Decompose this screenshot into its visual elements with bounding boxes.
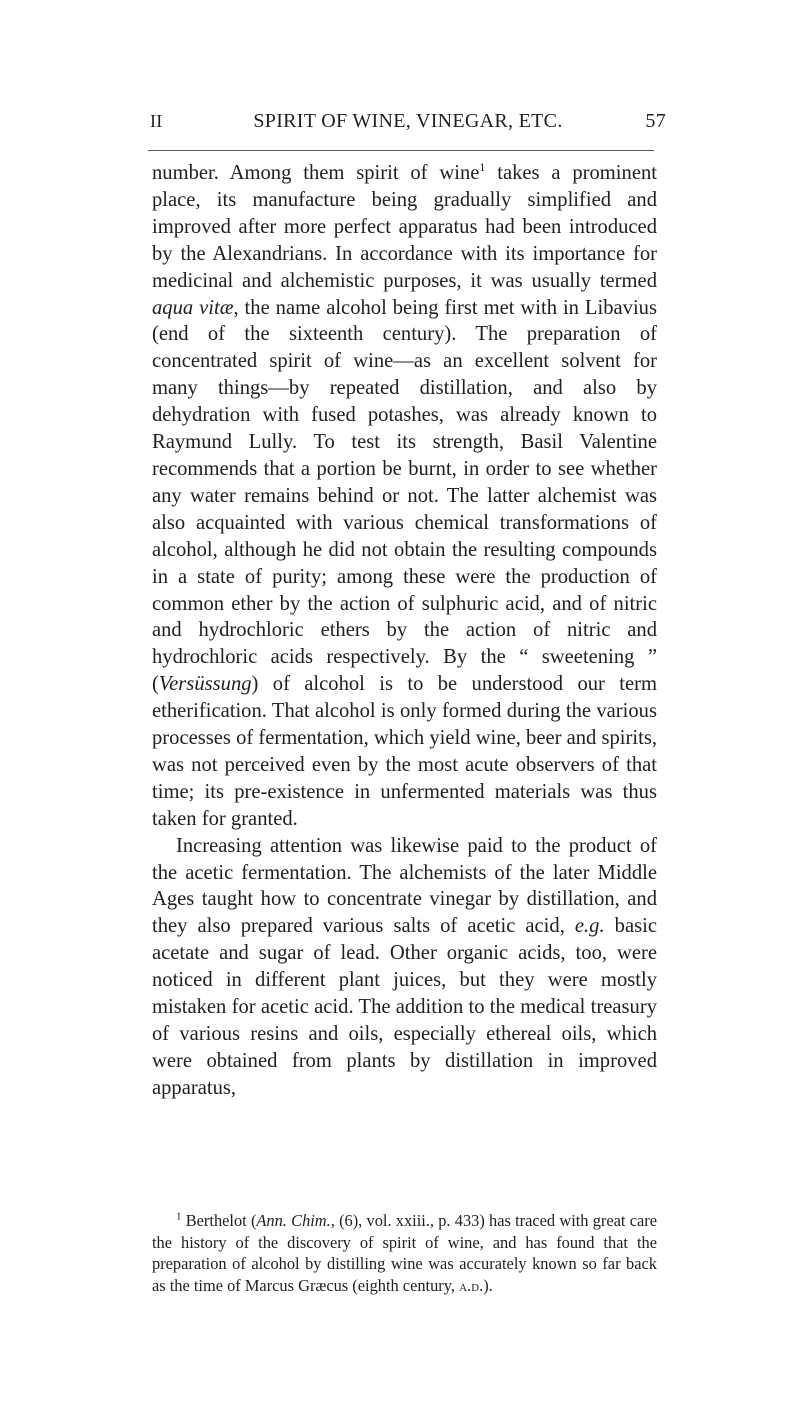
footnote: $^1$ Berthelot (Ann. Chim., (6), vol. xxiii., p. 433) has traced with great care the history of the discovery of spirit of wine, and has found that the preparation of alcohol by distilling wine was accurately known so far back as the time of Marcus Græcus (eighth century, a.d.). [152,1210,657,1295]
emphasis-eg: e.g. [574,915,605,938]
running-head [150,106,666,136]
era-abbreviation: a.d. [459,1275,484,1295]
header-rule [148,150,654,151]
page-number: 57 [645,110,666,132]
body-text [152,160,657,1102]
emphasis-aqua-vitae: aqua vitæ [152,296,234,319]
paragraph: Increasing attention was likewise paid to the product of the acetic fermentation. The alchemists of the later Middle Ages taught how to concentrate vinegar by distillation, and they also prepared various salts of acetic acid, e.g. basic acetate and sugar of lead. Other organic acids, too, were noticed in different plant juices, but they were mostly mistaken for acetic acid. The addition to the medical treasury of various resins and oils, especially ethereal oils, which were obtained from plants by distillation in improved apparatus, [152,834,657,1099]
footnote-marker: 1 [176,1210,182,1223]
paragraph: number. Among them spirit of wine$^1$ takes a prominent place, its manufacture being gradually simplified and improved after more perfect apparatus had been introduced by the Alexandrians. In accordance with its importance for medicinal and alchemistic purposes, it was usually termed aqua vitæ, the name alcohol being first met with in Libavius (end of the sixteenth century). The preparation of concentrated spirit of wine—as an excellent solvent for many things—by repeated distillation, and also by dehydration with fused potashes, was already known to Raymund Lully. To test its strength, Basil Valentine recommends that a portion be burnt, in order to see whether any water remains behind or not. The latter alchemist was also acquainted with various chemical transformations of alcohol, although he did not obtain the resulting compounds in a state of purity; among these were the production of common ether by the action of sulphuric acid, and of nitric and hydrochloric ethers by the action of nitric and hydrochloric acids respectively. By the “ sweetening ” (Versüssung) of alcohol is to be understood our term etherification. That alcohol is only formed during the various processes of fermentation, which yield wine, beer and spirits, was not perceived even by the most acute observers of that time; its pre-existence in unfermented materials was thus taken for granted. [152,160,657,830]
emphasis-versussung: Versüssung [158,673,252,696]
footnote-reference: 1 [479,160,486,175]
citation-ann-chim: Ann. Chim. [256,1211,331,1230]
chapter-number: II [150,111,163,131]
running-title: SPIRIT OF WINE, VINEGAR, ETC. [253,110,563,132]
